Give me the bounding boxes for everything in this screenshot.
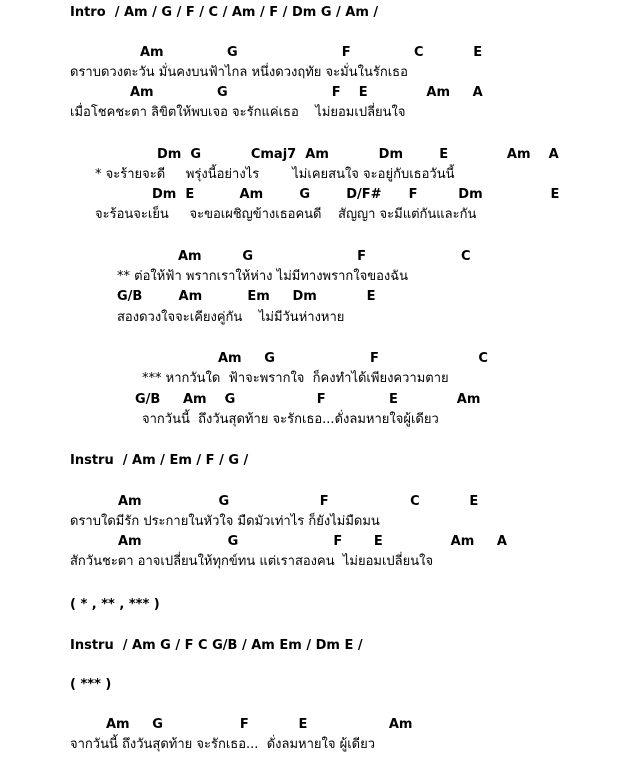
verse2-lyric-line-2: สักวันชะตา อาจเปลี่ยนให้ทุกข์ทน แต่เราสองคน ไม่ยอมเปลี่ยนใจ [70, 554, 434, 569]
verse1-chord-line-2: Am G F E Am A [130, 85, 483, 100]
chorus3-lyric-line-2: จากวันนี้ ถึงวันสุดท้าย จะรักเธอ...ดั่งลมหายใจผู้เดียว [142, 412, 439, 427]
chorus2-lyric-line-1: ** ต่อให้ฟ้า พรากเราให้ห่าง ไม่มีทางพรากใจของฉัน [117, 269, 409, 284]
instru-line-2: Instru / Am G / F C G/B / Am Em / Dm E / [70, 638, 363, 653]
chorus3-chord-line-1: Am G F C [218, 351, 488, 366]
repeat-marker-2: ( *** ) [70, 677, 112, 692]
verse2-chord-line-2: Am G F E Am A [118, 534, 507, 549]
chorus1-chord-line-2: Dm E Am G D/F# F Dm E [152, 187, 560, 202]
chorus1-lyric-line-2: จะร้อนจะเย็น จะขอเผชิญข้างเธอคนดี สัญญา จะมีแต่กันและกัน [95, 207, 477, 222]
verse1-lyric-line-2: เมื่อโชคชะตา ลิขิตให้พบเจอ จะรักแค่เธอ ไม่ยอมเปลี่ยนใจ [70, 105, 406, 120]
chorus3-lyric-line-1: *** หากวันใด ฟ้าจะพรากใจ ก็คงทำได้เพียงความตาย [142, 371, 449, 386]
ending-lyric-line: จากวันนี้ ถึงวันสุดท้าย จะรักเธอ... ดั่งลมหายใจ ผู้เดียว [70, 737, 376, 752]
chorus2-lyric-line-2: สองดวงใจจะเคียงคู่กัน ไม่มีวันห่างหาย [117, 310, 345, 325]
verse2-chord-line-1: Am G F C E [118, 494, 479, 509]
chorus2-chord-line-2: G/B Am Em Dm E [117, 289, 376, 304]
verse2-lyric-line-1: ดราบใดมีรัก ประกายในหัวใจ มืดมัวเท่าไร ก็ยังไม่มืดมน [70, 514, 380, 529]
repeat-marker-1: ( * , ** , *** ) [70, 597, 160, 612]
instru-line-1: Instru / Am / Em / F / G / [70, 453, 249, 468]
verse1-chord-line-1: Am G F C E [140, 45, 483, 60]
chorus3-chord-line-2: G/B Am G F E Am [135, 392, 481, 407]
verse1-lyric-line-1: ดราบดวงตะวัน มั่นคงบนฟ้าไกล หนึ่งดวงฤทัย จะมั่นในรักเธอ [70, 65, 408, 80]
ending-chord-line: Am G F E Am [106, 717, 413, 732]
chorus1-chord-line-1: Dm G Cmaj7 Am Dm E Am A [157, 147, 559, 162]
chorus1-lyric-line-1: * จะร้ายจะดี พรุ่งนี้อย่างไร ไม่เคยสนใจ จะอยู่กับเธอวันนี้ [95, 167, 455, 182]
chorus2-chord-line-1: Am G F C [178, 249, 471, 264]
intro-line: Intro / Am / G / F / C / Am / F / Dm G / Am / [70, 5, 379, 20]
